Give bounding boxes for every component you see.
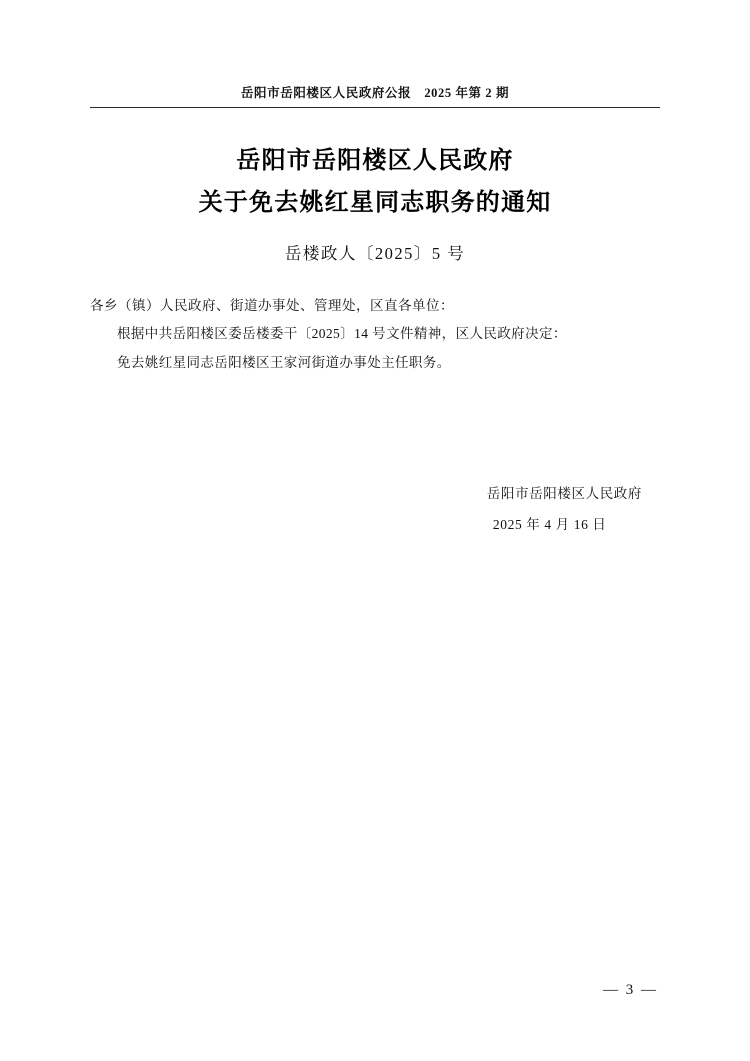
body-paragraph-2: 免去姚红星同志岳阳楼区王家河街道办事处主任职务。 bbox=[117, 354, 451, 370]
page-footer bbox=[603, 981, 658, 999]
page-title-line-1: 岳阳市岳阳楼区人民政府 bbox=[236, 148, 514, 174]
page-title-line-2: 关于免去姚红星同志职务的通知 bbox=[198, 190, 552, 216]
salutation: 各乡（镇）人民政府、街道办事处、管理处，区直各单位： bbox=[90, 298, 454, 313]
header-divider bbox=[90, 107, 660, 108]
signature-organization: 岳阳市岳阳楼区人民政府 bbox=[486, 486, 642, 501]
running-header bbox=[90, 86, 660, 108]
signature-date: 2025 年 4 月 16 日 bbox=[492, 517, 607, 533]
document-number: 岳楼政人〔2025〕5 号 bbox=[284, 244, 466, 263]
body-paragraph-1: 根据中共岳阳楼区委岳楼委干〔2025〕14 号文件精神，区人民政府决定： bbox=[117, 326, 567, 342]
page-number: — 3 — bbox=[603, 982, 658, 998]
signature-block bbox=[487, 478, 642, 540]
running-header-text: 岳阳市岳阳楼区人民政府公报 2025 年第 2 期 bbox=[240, 86, 510, 100]
document-body bbox=[90, 292, 660, 377]
document-title-block bbox=[90, 140, 660, 264]
